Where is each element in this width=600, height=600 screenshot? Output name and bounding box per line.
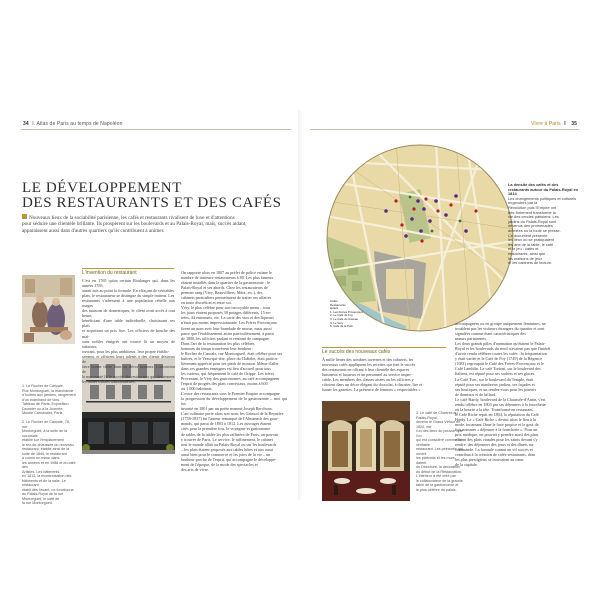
caption-2-line: restaurant, établie ainsi de la bbox=[22, 447, 70, 451]
caption-3-line: L'intérieur a été créé par bbox=[416, 474, 456, 478]
caption-3-line: le plus célèbre du palais. bbox=[416, 487, 457, 492]
caption-3-line: du début de la Restauration. bbox=[416, 469, 463, 474]
body-line: mœurs parisiennes. bbox=[455, 336, 487, 342]
caption-2-line: bâtiments et de la salle. Le restaurant bbox=[22, 478, 66, 487]
legend-restaurants: Restaurants bbox=[330, 302, 346, 307]
body-line: la progression du développement de la gastronomie – mot qui fut bbox=[181, 396, 287, 407]
body-line: Véry, le plus célèbre pour son incroyable menu – tous bbox=[181, 305, 271, 311]
body-line: Les deux grands pôles d'animation qu'étaient le Palais- bbox=[455, 341, 546, 347]
body-line: aurait mis au point la formule. En effaçant de véritables bbox=[82, 288, 175, 294]
body-line: parce que l'établissement attira particulièrement, à partir bbox=[181, 330, 275, 336]
map-note-line: les arts de la table, le café bbox=[508, 241, 554, 247]
body-line: sement, et offrirent leurs talents à des clients désireux de bbox=[82, 353, 175, 364]
body-line: l'esprit de progrès des plats conviviaux, moins à 600 bbox=[181, 381, 268, 387]
sidebar-rule bbox=[82, 268, 174, 269]
lede-line-3: apparaissent aussi dans d'autres quartiers qu'ils contribuent à animer. bbox=[22, 227, 165, 234]
caption-3-line: restaurant. Les peintures qui ornent bbox=[416, 447, 463, 456]
body-line: et acquittant un prix fixe. Les officiers de bouche des mai- bbox=[82, 328, 175, 339]
body-line: L'essor des restaurants sous le Premier Empire accompagne bbox=[181, 391, 280, 397]
body-line: le Café Riche reprit en 1804, la réputation du Café bbox=[455, 411, 539, 417]
legend-hotels: Hôtels bbox=[330, 306, 339, 311]
body-line: huîtres, et le Veau-qui-tète, place du Châtelet, était particu- bbox=[181, 355, 279, 361]
map-note-line: Ce document présente bbox=[508, 232, 548, 238]
right-running-section: Vivre à Paris bbox=[531, 121, 561, 127]
map-note-line: restaurants, ainsi que bbox=[508, 250, 546, 256]
page-title bbox=[22, 181, 292, 211]
body-line: lumineux et luxueux et un personnel au service impec- bbox=[322, 372, 413, 378]
body-line: dans ces grandes enseignes est lieu d'accueil pour tous bbox=[181, 365, 271, 371]
body-line: étaient installés dans le quartier de la gastronomie : le bbox=[181, 280, 270, 286]
right-top-rule bbox=[310, 129, 579, 130]
body-line: la nouveauté fit le succès des restaurants qui deviennent bbox=[82, 373, 175, 379]
caption-2-line: au Palais-Royal de la rue bbox=[22, 492, 64, 496]
left-running-head bbox=[21, 121, 123, 127]
body-line: nombre de traiteurs-restaurateurs à 80. Les plus fameux bbox=[181, 275, 274, 281]
body-line: y trouver de Paris. Le service, le raffinement, le cabinet bbox=[181, 436, 273, 442]
body-line: ses boutiques, et un rendez-vous pour les joueurs bbox=[455, 386, 537, 392]
body-line: les plus prestigieux se trouvaient au cœur bbox=[455, 457, 524, 463]
body-line: les tables d'hôtes traditionnelles. bbox=[82, 378, 136, 384]
body-line: bonheur proche de l'esprit, qui accompagne le développe- bbox=[181, 456, 277, 462]
body-line: cabinets particuliers permettaient de traiter ses affaires bbox=[181, 295, 272, 301]
body-line: signalées comme étant caractéristiques des bbox=[455, 331, 526, 337]
body-line: les curieux, qui fréquentent le café de Grippe. Les frères bbox=[181, 370, 275, 376]
lede-marker bbox=[22, 214, 27, 219]
body-line: accompagnées ou en groupe uniquement féminines, ne bbox=[455, 321, 546, 326]
body-line: aussi bien pour le commerce et les joies de la vie – un bbox=[181, 451, 271, 457]
caption-3-line: qui est considéré comme un véritable bbox=[416, 438, 463, 447]
left-column-2 bbox=[181, 270, 287, 472]
body-line: contribua à la création de cafés-restaurants, dont bbox=[455, 452, 536, 458]
body-line: le Rocher de Cancale, rue Montorgueil, était célèbre pour ses bbox=[181, 350, 283, 356]
body-line: Le café Hardy, boulevard de la Chaussée-d'Antin, s'est bbox=[455, 396, 546, 402]
legend-cafes: Cafés bbox=[330, 299, 338, 303]
map-note bbox=[508, 183, 580, 266]
body-line: Le Café Turc, sur le boulevard du Temple, était bbox=[455, 376, 534, 382]
body-line: Italiens, est réputé pour ses sorbets et ses glaces. bbox=[455, 371, 536, 377]
right-running-head bbox=[531, 121, 579, 127]
cafe-interior-photo bbox=[322, 401, 410, 501]
lede bbox=[22, 214, 290, 234]
map-note-line: animées où la foule se presse. bbox=[508, 227, 561, 233]
legend-item: 1. Les Frères Provençaux bbox=[330, 309, 364, 314]
caption-2-line: la rue Montorgueil. bbox=[22, 501, 53, 505]
body-line: hommes du temps trouvèrent leur bonheur : bbox=[181, 345, 254, 351]
body-line: Palais-Royal et ses abords. Chez les restaurateurs de bbox=[181, 285, 268, 291]
body-line: y était variée et le Café de Foy (1749) de la Régence bbox=[455, 356, 543, 362]
map-note-line: et les cabinets de lecture. bbox=[508, 260, 553, 266]
body-line: rendre, des déjeuners des jours et des dîners sur bbox=[455, 442, 534, 448]
body-line: de la capitale. bbox=[455, 462, 478, 468]
body-line: trées, 44 entremets, etc. La carte des vins et des liqueurs bbox=[181, 315, 275, 321]
caption-2-line: le rez-de-chaussée du nouveau bbox=[22, 442, 74, 447]
map-note-line: les lieux où se pratiquaient bbox=[508, 237, 555, 243]
book-gutter bbox=[298, 110, 302, 500]
caption-3-line: devenu le Grand Véfour en 1820, est bbox=[416, 420, 461, 429]
body-line: n'était pas moins impressionnante. Les Frères Provençaux bbox=[181, 320, 277, 326]
map-note-line: très fortement transformé la bbox=[508, 209, 556, 215]
body-line: On rapporte alors en 1807 au préfet de police estime le bbox=[181, 270, 272, 275]
body-line: restaurants s'adressent à une population rebelle aux usages bbox=[82, 298, 175, 309]
body-line: (1758-1837) fut l'auteur remarqué de l'Almanach des gour- bbox=[181, 416, 279, 422]
body-line: prix modique, on pouvait y prendre aussi des plats bbox=[455, 432, 539, 438]
map-note-line: devenus des promenades bbox=[508, 223, 553, 229]
left-page-number: 34 bbox=[23, 121, 29, 127]
legend-item: 4. Le Véry bbox=[330, 320, 344, 325]
body-line: ou 1 000 habitants. bbox=[181, 386, 213, 392]
body-line: faire bonne chère dans un décor luxueux. L'attraction de bbox=[82, 363, 175, 374]
map-note-line: vie des cercles parisiens. Les bbox=[508, 214, 559, 220]
caption-3-line: le collaborateur de la grande bbox=[416, 478, 463, 483]
body-line: Dans l'art de la restauration les plus célèbres bbox=[181, 340, 255, 346]
body-line: mode, incarnant l'âme le luxe propice et le gout de bbox=[455, 421, 539, 427]
sidebar-rule-right bbox=[322, 347, 446, 348]
title-line-2: DES RESTAURANTS ET DES CAFÉS bbox=[22, 195, 282, 211]
body-line: cités pour la première fois, le voyageur et gastronome bbox=[181, 426, 271, 432]
sidebar-body bbox=[82, 278, 175, 384]
caption-2-line: les années et en 1988 et du café des bbox=[22, 460, 76, 469]
lede-line-2: pour séduire une clientèle brillante. Ils prospèrent sur les boulevards et au Palais-Royal, mais, succès aidant, bbox=[22, 221, 247, 228]
body-line: C'est en 1765 qu'un certain Boulanger qui, dans les années 1765, bbox=[82, 278, 175, 289]
body-line: firent un nom avec leur brandade de morue, mais aussi bbox=[181, 325, 272, 331]
caption-2-line: en 1813, la modernisation des bbox=[22, 474, 72, 478]
body-line: lièrement apprécié pour ses pieds de mouton. Même d'aller bbox=[181, 360, 279, 366]
body-line: fois nommer « déjeuner à la fourchette ». Pour un bbox=[455, 426, 538, 432]
legend-item: 2. Le Café de Foy bbox=[330, 313, 353, 318]
body-line: de dominos et de billard. bbox=[455, 391, 497, 397]
caption-1-line: Rue Montorgueil, la marchande bbox=[22, 388, 74, 393]
caption-2 bbox=[22, 420, 76, 506]
body-line: côtoient dans un décor élégant du chocolat, à discuter, lire et bbox=[322, 382, 423, 388]
body-line: inventé en 1801 par un poète nommé Joseph Berchoux. bbox=[181, 406, 273, 412]
caption-3-line: les plafonds et les murs datent bbox=[416, 456, 455, 465]
body-line: sons nobles émigrés ont trouvé là un moyen de subsister, bbox=[82, 338, 175, 349]
caption-2-line: établi dès l'avant, ne fonctionne bbox=[22, 487, 74, 492]
body-line: de tables de la tablée les plus raffinées de Paris, on pouvait bbox=[181, 431, 279, 437]
body-line: d'avoir rendu célèbres toutes les cafés : la fréquentation bbox=[455, 351, 547, 357]
body-line: fumer les gazettes. La présence de femmes « respectables » bbox=[322, 387, 421, 393]
body-line: Provenant, le Véry des gastronomes, au café accompagnent bbox=[181, 375, 280, 381]
body-line: où la bourse a la tête. Transformé en restaurant, bbox=[455, 406, 534, 412]
lede-line-1: Nouveaux lieux de la sociabilité parisienne, les cafés et restaurants rivalisent de luxe et d'attentions bbox=[29, 215, 235, 221]
sidebar-title: L'invention du restaurant bbox=[82, 270, 137, 276]
legend-item: 3. Le Café du Caveau bbox=[330, 316, 359, 321]
caption-1 bbox=[22, 384, 76, 416]
caption-1-line: Daumier ou à la Journée. bbox=[22, 406, 64, 411]
body-line: Hardy. Le « Café Riche » devint alors le lieu à la bbox=[455, 416, 536, 422]
caption-1-line: Musée Carnavalet, Paris. bbox=[22, 411, 64, 415]
map-note-line: jardins du Palais-Royal sont bbox=[508, 218, 557, 224]
right-sidebar-body bbox=[322, 357, 445, 392]
caption-2-line: 2. Le Rocher de Cancale, 78, rue bbox=[22, 420, 70, 429]
caption-2-line: Artistes. Les bâtiments bbox=[22, 469, 60, 474]
caption-2-line: suite de 1846, le restaurant bbox=[22, 451, 67, 456]
body-line: commande. La formule connut un vif succès et bbox=[455, 447, 533, 453]
body-line: de 1800, les officiers parlant et rentrant de campagne. bbox=[181, 335, 270, 341]
body-line: ouvrant, pour les plus ambitieux, leur propre établis- bbox=[82, 348, 170, 354]
right-page-number: 35 bbox=[571, 121, 577, 127]
legend-item: 5. Café de la Paix bbox=[330, 324, 353, 329]
body-line: premier rang (Véry, Beauvilliers, Méot, etc.), des bbox=[181, 290, 263, 296]
body-line: rendu célèbre en 1803 par ses déjeuners à la fourchette bbox=[455, 401, 546, 407]
caption-1-line: 1. Le Rocher de Cancale, bbox=[22, 384, 64, 388]
left-top-rule bbox=[21, 129, 291, 130]
caption-3-line: l'un des lieux du pouvoir que l'on bbox=[416, 429, 463, 438]
right-running-marker: I bbox=[564, 121, 566, 127]
body-line: réputé pour ses nombreux jardins, ses façades et bbox=[455, 381, 535, 387]
right-column bbox=[455, 321, 579, 467]
body-line: troublent pas les visiteurs étrangers du quartier et sont bbox=[455, 326, 545, 332]
caption-2-line: Montorgueil, le café de bbox=[22, 496, 60, 501]
caption-3-line: table de la gastronomie et bbox=[416, 483, 459, 487]
map-note-line: Révolution puis l'Empire ont bbox=[508, 204, 557, 210]
body-line: À mille lieues des sombres tavernes et des cabarets, les bbox=[322, 357, 414, 362]
body-line: en toute discrétion et entre soi. bbox=[181, 300, 232, 306]
body-line: tout le monde allait au Palais-Royal ou sur les boulevards bbox=[181, 441, 277, 447]
map-note-line: Les changements politiques et culturels engendrés par la bbox=[508, 195, 577, 206]
sidebar-title-right: Le succès des nouveaux cafés bbox=[322, 349, 391, 355]
title-line-1: LE DÉVELOPPEMENT bbox=[22, 180, 183, 196]
caption-2-line: a connu un essor dans bbox=[22, 456, 60, 460]
caption-2-line: Montorgueil, à la suite de la sucursale bbox=[22, 429, 68, 438]
caption-1-line: Tableau de Paris. Exposition bbox=[22, 402, 69, 406]
body-line: Royal et les boulevards du nord n'avaient pas que l'intérêt bbox=[455, 346, 551, 352]
body-line: des maisons de domestiques, le client avait accès à tout heure, bbox=[82, 308, 175, 319]
caption-2-line: établie sur l'emplacement bbox=[22, 438, 64, 442]
body-line: ment de l'époque, de la mode des spectacles et bbox=[181, 461, 258, 467]
body-line: les jours étaient proposés 30 potages différents, 15 en- bbox=[181, 310, 271, 316]
body-line: offrant des plats viandes pour les saints devant s'y bbox=[455, 437, 538, 443]
body-line: bénéficiant d'une table individuelle, choisissant ses plats bbox=[82, 318, 175, 329]
body-line: cable. Les membres des classes aisées ou les officiers y bbox=[322, 377, 414, 383]
caption-1-line: d'un marchand de vins. bbox=[22, 397, 61, 402]
body-line: Café Lamblin. Le café Tortoni, sur le boulevard des bbox=[455, 366, 541, 372]
body-line: L'art culinaire porte alors son nom, les Grimod de la Reynière bbox=[181, 411, 284, 417]
caption-1-line: d'huîtres aux jambes, rangement bbox=[22, 393, 76, 397]
caption-3-line: 3. Le café de Chartres au Palais-Royal, bbox=[416, 411, 458, 420]
map-legend bbox=[330, 300, 370, 329]
body-line: (1681) regroupait le Café des Fréres-Provençaux et le bbox=[455, 361, 544, 367]
engraving-photo bbox=[22, 275, 75, 344]
caption-3-line: du Directoire, la décoration bbox=[416, 465, 461, 469]
body-line: – les plats étaient proposés aux tables hôtes et aux aussi bbox=[181, 446, 274, 452]
body-line: nouveaux cafés appliquent les recettes qui font le succès bbox=[322, 362, 416, 368]
left-running-title: I. Atlas de Paris au temps de Napoléon bbox=[32, 121, 123, 127]
map-note-title: La densité des cafés et des restaurants autour du Palais-Royal en 1814 bbox=[508, 182, 579, 197]
body-line: des restaurants en offrant à leur clientèle des espaces bbox=[322, 367, 410, 373]
map-note-line: les maisons de jeux bbox=[508, 255, 543, 261]
body-line: des arts de vivre. bbox=[181, 466, 210, 472]
map-note-line: et le jeu : cafés et bbox=[508, 246, 539, 252]
body-line: plats, le restaurateur se distingue du simple traiteur. Les bbox=[82, 293, 175, 299]
body-line: mands, qui parut de 1803 à 1812. Les ouvrages étaient bbox=[181, 421, 272, 427]
